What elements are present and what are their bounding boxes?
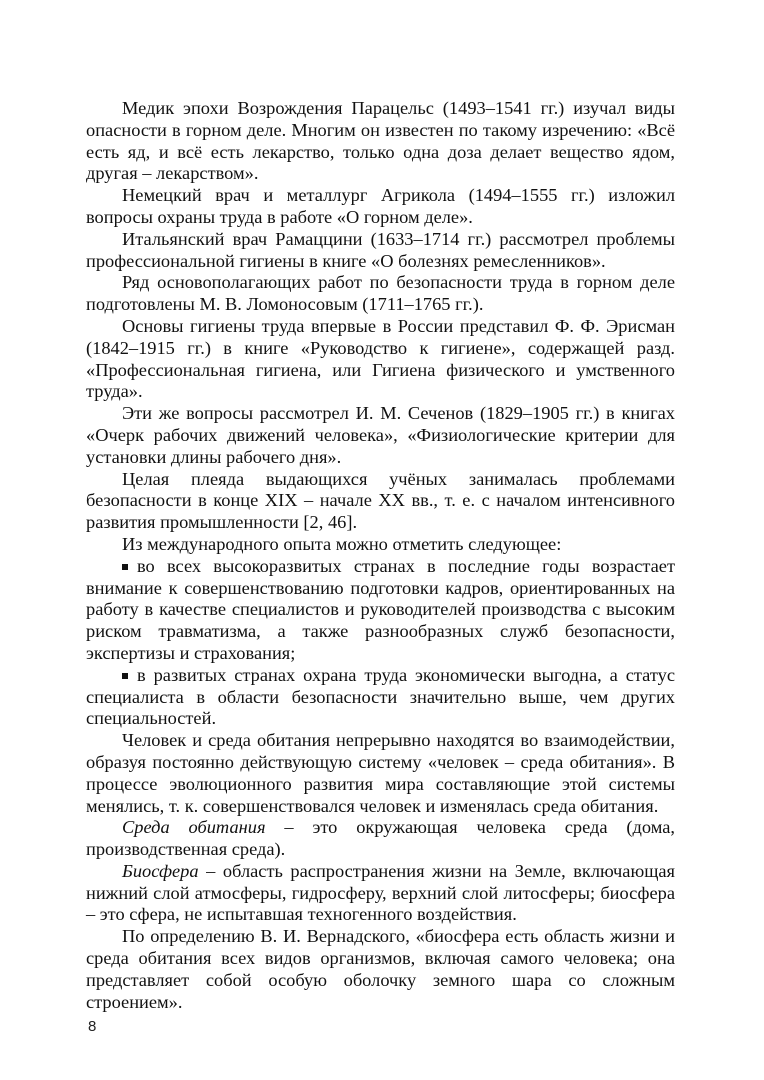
bullet-text: в развитых странах охрана труда экономически выгодна, а статус специалиста в области безопасности значительно выше, чем других специальностей. — [86, 664, 675, 729]
paragraph-erisman: Основы гигиены труда впервые в России представил Ф. Ф. Эрисман (1842–1915 гг.) в книге «Руководство к гигиене», содержащей разд. «Профессиональная гигиена, или Гигиена физического и умственного труда». — [86, 315, 675, 402]
bullet-text: во всех высокоразвитых странах в последние годы возрастает внимание к совершенствованию подготовки кадров, ориентированных на работу в качестве специалистов и руководителей производства с высоким риском травматизма, а также разнообразных служб безопасности, экспертизы и страхования; — [86, 555, 675, 663]
definition-text: – это окружающая человека среда (дома, производственная среда). — [86, 817, 675, 860]
square-bullet-icon — [122, 564, 128, 570]
definition-habitat — [86, 817, 675, 861]
paragraph-international-intro: Из международного опыта можно отметить следующее: — [122, 533, 562, 554]
page-number: 8 — [88, 1018, 97, 1035]
paragraph-human-environment: Человек и среда обитания непрерывно находятся во взаимодействии, образуя постоянно действующую систему «человек – среда обитания». В процессе эволюционного развития мира составляющие этой системы менялись, т. к. совершенствовался человек и изменялась среда обитания. — [86, 730, 675, 816]
page-body — [86, 98, 675, 1013]
paragraph-agricola: Немецкий врач и металлург Агрикола (1494–1555 гг.) изложил вопросы охраны труда в работе «О горном деле». — [86, 185, 675, 227]
paragraph-scientists: Целая плеяда выдающихся учёных занималась проблемами безопасности в конце XIX – начале XX вв., т. е. с началом интенсивного развития промышленности [2, 46]. — [86, 468, 675, 533]
paragraph-lomonosov: Ряд основополагающих работ по безопасности труда в горном деле подготовлены М. В. Ломоносовым (1711–1765 гг.). — [86, 272, 675, 315]
definition-text: – область распространения жизни на Земле, включающая нижний слой атмосферы, гидросферу, верхний слой литосферы; биосфера – это сфера, не испытавшая техногенного воздействия. — [86, 860, 675, 925]
definition-term: Среда обитания — [122, 817, 266, 838]
paragraph-paracelsus: Медик эпохи Возрождения Парацельс (1493–1541 гг.) изучал виды опасности в горном деле. Многим он известен по такому изречению: «Всё есть яд, и всё есть лекарство, только одна доза делает вещество ядом, другая – лекарством». — [86, 98, 675, 184]
definition-term: Биосфера — [122, 860, 199, 881]
paragraph-sechenov: Эти же вопросы рассмотрел И. М. Сеченов (1829–1905 гг.) в книгах «Очерк рабочих движений человека», «Физиологические критерии для установки длины рабочего дня». — [86, 403, 675, 467]
bullet-item — [86, 665, 675, 730]
square-bullet-icon — [122, 673, 128, 679]
bullet-item — [86, 556, 675, 665]
definition-biosphere — [86, 861, 675, 926]
paragraph-ramazzini: Итальянский врач Рамаццини (1633–1714 гг.) рассмотрел проблемы профессиональной гигиены в книге «О болезнях ремесленников». — [86, 228, 675, 271]
paragraph-vernadsky: По определению В. И. Вернадского, «биосфера есть область жизни и среда обитания всех видов организмов, включая самого человека; она представляет собой особую оболочку земного шара со сложным строением». — [86, 926, 675, 1012]
